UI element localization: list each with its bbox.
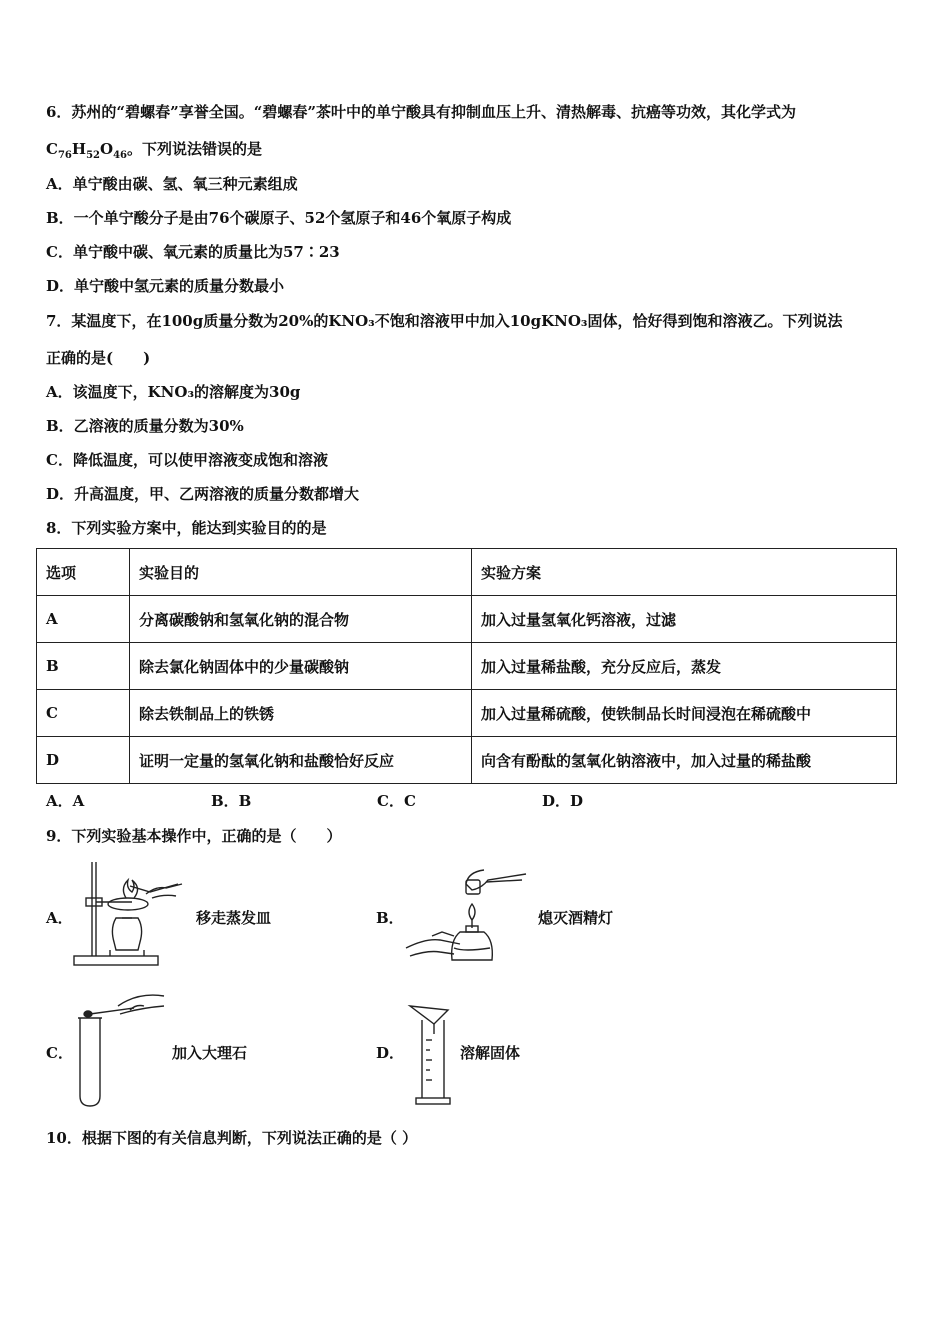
q7-option-b: B．乙溶液的质量分数为30% bbox=[46, 417, 244, 435]
q8-option-a: A．A bbox=[46, 792, 85, 810]
table-row bbox=[37, 596, 897, 643]
test-tube-marble-figure bbox=[74, 992, 170, 1110]
table-cell: 证明一定量的氢氧化钠和盐酸恰好反应 bbox=[130, 737, 472, 784]
q9-caption-d: 溶解固体 bbox=[460, 1044, 521, 1062]
q6-option-a: A．单宁酸由碳、氢、氧三种元素组成 bbox=[46, 175, 298, 193]
q7-option-a: A．该温度下，KNO₃的溶解度为30g bbox=[46, 383, 301, 401]
q9-caption-b: 熄灭酒精灯 bbox=[538, 909, 614, 927]
q7-stem-line2: 正确的是( ) bbox=[46, 349, 151, 367]
table-cell: 加入过量氢氧化钙溶液，过滤 bbox=[472, 596, 897, 643]
graduated-cylinder-figure bbox=[404, 1000, 456, 1108]
evaporating-dish-figure bbox=[70, 858, 192, 968]
q6-option-d: D．单宁酸中氢元素的质量分数最小 bbox=[46, 277, 285, 295]
q7-stem-line1: 7．某温度下，在100g质量分数为20%的KNO₃不饱和溶液甲中加入10gKNO₃固体，恰好得到饱和溶液乙。下列说法 bbox=[46, 312, 843, 330]
table-header-row bbox=[37, 549, 897, 596]
q6-stem-line2 bbox=[46, 139, 262, 166]
q6-option-b: B．一个单宁酸分子是由76个碳原子、52个氢原子和46个氧原子构成 bbox=[46, 209, 512, 227]
table-row bbox=[37, 690, 897, 737]
q6-stem-line1: 6．苏州的“碧螺春”享誉全国。“碧螺春”茶叶中的单宁酸具有抑制血压上升、清热解毒、抗癌等功效，其化学式为 bbox=[46, 103, 796, 121]
table-cell: 分离碳酸钠和氢氧化钠的混合物 bbox=[130, 596, 472, 643]
table-row bbox=[37, 643, 897, 690]
q7-option-d: D．升高温度，甲、乙两溶液的质量分数都增大 bbox=[46, 485, 360, 503]
table-cell: 除去铁制品上的铁锈 bbox=[130, 690, 472, 737]
q9-letter-c: C． bbox=[46, 1044, 73, 1062]
q9-letter-b: B． bbox=[376, 909, 404, 927]
q9-stem: 9．下列实验基本操作中，正确的是（ ） bbox=[46, 827, 342, 845]
q8-table bbox=[36, 548, 897, 784]
table-cell: 加入过量稀硫酸，使铁制品长时间浸泡在稀硫酸中 bbox=[472, 690, 897, 737]
q8-option-b: B．B bbox=[211, 792, 252, 810]
alcohol-lamp-figure bbox=[402, 864, 538, 968]
table-cell: 除去氯化钠固体中的少量碳酸钠 bbox=[130, 643, 472, 690]
table-cell: B bbox=[37, 643, 130, 690]
header-cell: 选项 bbox=[37, 549, 130, 596]
q10-stem: 10．根据下图的有关信息判断，下列说法正确的是（ ） bbox=[46, 1129, 418, 1147]
q9-letter-a: A． bbox=[46, 909, 73, 927]
table-cell: D bbox=[37, 737, 130, 784]
table-cell: A bbox=[37, 596, 130, 643]
header-cell: 实验目的 bbox=[130, 549, 472, 596]
table-row bbox=[37, 737, 897, 784]
q8-option-d: D．D bbox=[542, 792, 584, 810]
q9-caption-c: 加入大理石 bbox=[172, 1044, 248, 1062]
q9-caption-a: 移走蒸发皿 bbox=[196, 909, 272, 927]
table-cell: C bbox=[37, 690, 130, 737]
q9-letter-d: D． bbox=[376, 1044, 405, 1062]
q6-stem-tail: 。下列说法错误的是 bbox=[126, 140, 262, 158]
table-cell: 向含有酚酞的氢氧化钠溶液中，加入过量的稀盐酸 bbox=[472, 737, 897, 784]
q7-option-c: C．降低温度，可以使甲溶液变成饱和溶液 bbox=[46, 451, 328, 469]
q6-option-c: C．单宁酸中碳、氧元素的质量比为57∶23 bbox=[46, 243, 340, 261]
header-cell: 实验方案 bbox=[472, 549, 897, 596]
q6-formula: $C_{76}H_{52}O_{46}$ bbox=[46, 140, 127, 161]
q8-stem: 8．下列实验方案中，能达到实验目的的是 bbox=[46, 519, 327, 537]
q8-option-c: C．C bbox=[377, 792, 416, 810]
table-cell: 加入过量稀盐酸，充分反应后，蒸发 bbox=[472, 643, 897, 690]
